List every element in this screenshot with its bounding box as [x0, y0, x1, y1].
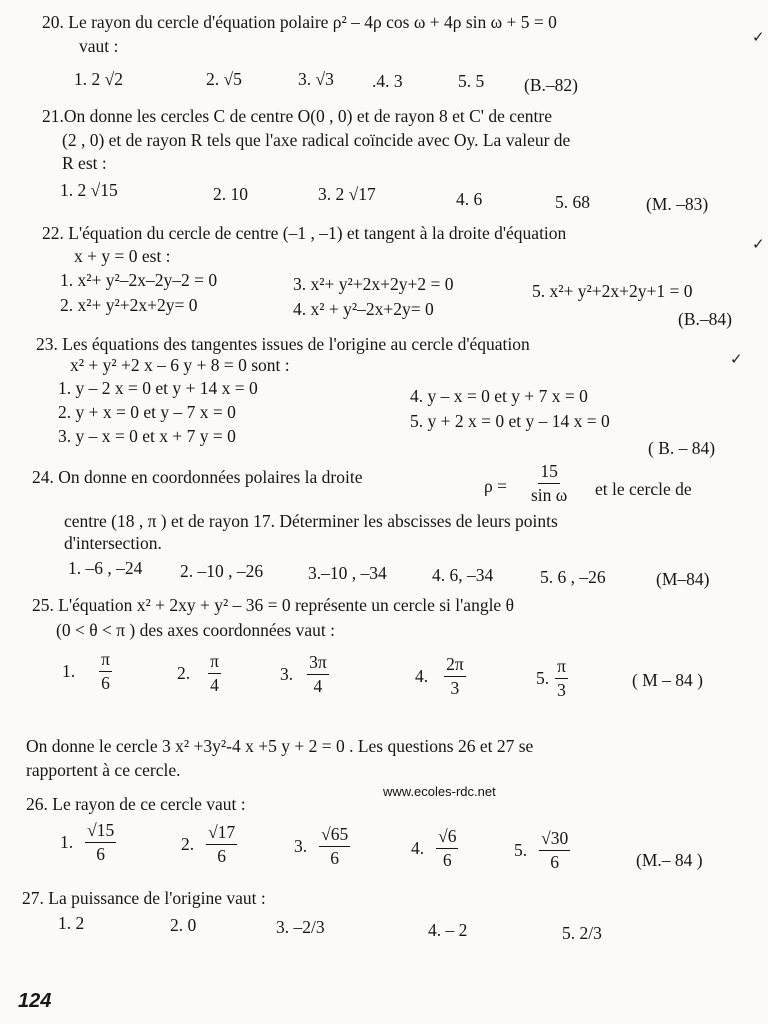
q25-option-2-numerator: π: [208, 653, 221, 674]
q24-fraction-denominator: sin ω: [531, 484, 568, 505]
check-mark-icon: ✓: [752, 235, 765, 253]
website-watermark: www.ecoles-rdc.net: [383, 784, 496, 799]
q25-option-4: [415, 656, 466, 697]
q22-stem-line2: x + y = 0 est :: [74, 246, 171, 266]
q21-stem-line1: 21.On donne les cercles C de centre O(0 , 0) et de rayon 8 et C' de centre: [42, 106, 552, 126]
q27-option-5: 5. 2/3: [562, 923, 602, 943]
q26-option-3-label: 3.: [294, 835, 308, 856]
q24-fraction: [531, 463, 567, 504]
q26-option-3: [294, 826, 350, 867]
q25-option-5-denominator: 3: [557, 679, 566, 700]
q24-option-1: 1. –6 , –24: [68, 558, 143, 578]
q25-option-1-numerator: π: [99, 651, 112, 672]
q24-option-4: 4. 6, –34: [432, 565, 494, 585]
q22-option-4: 4. x² + y²–2x+2y= 0: [293, 299, 434, 319]
q23-stem-line2: x² + y² +2 x – 6 y + 8 = 0 sont :: [70, 355, 290, 375]
q25-stem-line2: (0 < θ < π ) des axes coordonnées vaut :: [56, 620, 335, 640]
q26-option-4-denominator: 6: [442, 849, 452, 870]
intro-line2: rapportent à ce cercle.: [26, 760, 181, 780]
q27-stem: 27. La puissance de l'origine vaut :: [22, 888, 266, 908]
q26-option-5-label: 5.: [514, 839, 528, 860]
q26-option-3-denominator: 6: [330, 847, 340, 868]
q21-option-5: 5. 68: [555, 192, 590, 212]
q20-option-4: .4. 3: [372, 71, 403, 91]
q26-option-4-label: 4.: [411, 837, 425, 858]
q22-option-2: 2. x²+ y²+2x+2y= 0: [60, 295, 198, 315]
q25-option-4-label: 4.: [415, 665, 429, 686]
q21-stem-line2: (2 , 0) et de rayon R tels que l'axe radical coïncide avec Oy. La valeur de: [62, 130, 571, 150]
q22-stem-line1: 22. L'équation du cercle de centre (–1 , –1) et tangent à la droite d'équation: [42, 223, 567, 243]
q23-option-2: 2. y + x = 0 et y – 7 x = 0: [58, 402, 236, 422]
q25-option-2-denominator: 4: [210, 674, 219, 695]
q26-option-3-numerator: √65: [319, 826, 350, 847]
check-mark-icon: ✓: [730, 350, 743, 368]
q21-source: (M. –83): [646, 194, 709, 214]
q20-option-2: 2. √5: [206, 69, 242, 89]
q24-option-5: 5. 6 , –26: [540, 567, 606, 587]
q22-source: (B.–84): [678, 309, 732, 329]
q26-option-2-label: 2.: [181, 833, 195, 854]
q27-option-1: 1. 2: [58, 913, 85, 933]
q25-option-3-label: 3.: [280, 663, 294, 684]
q24-stem-line1a: 24. On donne en coordonnées polaires la droite: [32, 467, 363, 487]
q25-option-3: [280, 654, 329, 695]
q21-option-3: 3. 2 √17: [318, 184, 376, 204]
q25-stem-line1: 25. L'équation x² + 2xy + y² – 36 = 0 représente un cercle si l'angle θ: [32, 595, 514, 615]
q20-option-3: 3. √3: [298, 69, 334, 89]
q24-stem-line2: centre (18 , π ) et de rayon 17. Déterminer les abscisses de leurs points: [64, 511, 558, 531]
q25-option-5-label: 5.: [536, 667, 550, 688]
q25-option-2-label: 2.: [177, 662, 191, 683]
page-number: 124: [18, 990, 52, 1012]
q22-option-3: 3. x²+ y²+2x+2y+2 = 0: [293, 274, 454, 294]
q26-option-2-numerator: √17: [206, 824, 237, 845]
q25-option-5-numerator: π: [555, 658, 568, 679]
q24-source: (M–84): [656, 569, 710, 589]
q21-option-1: 1. 2 √15: [60, 180, 118, 200]
q20-option-1: 1. 2 √2: [74, 69, 123, 89]
q26-option-1-numerator: √15: [85, 822, 116, 843]
q22-option-1: 1. x²+ y²–2x–2y–2 = 0: [60, 270, 218, 290]
q26-option-1-denominator: 6: [96, 843, 106, 864]
q24-stem-line3: d'intersection.: [64, 533, 162, 553]
q23-option-4: 4. y – x = 0 et y + 7 x = 0: [410, 386, 588, 406]
q27-option-4: 4. – 2: [428, 920, 468, 940]
q26-source: (M.– 84 ): [636, 850, 703, 870]
q26-option-5-numerator: √30: [539, 830, 570, 851]
q26-option-2-denominator: 6: [217, 845, 227, 866]
q25-option-1-label: 1.: [62, 660, 76, 681]
q23-option-5: 5. y + 2 x = 0 et y – 14 x = 0: [410, 411, 610, 431]
q25-source: ( M – 84 ): [632, 670, 703, 690]
q26-option-2: [181, 824, 237, 865]
q21-option-4: 4. 6: [456, 189, 483, 209]
q25-option-1-denominator: 6: [101, 672, 110, 693]
q25-option-1: [62, 651, 112, 692]
q23-stem-line1: 23. Les équations des tangentes issues de l'origine au cercle d'équation: [36, 334, 530, 354]
q24-option-2: 2. –10 , –26: [180, 561, 264, 581]
q20-source: (B.–82): [524, 75, 578, 95]
q25-option-4-numerator: 2π: [444, 656, 466, 677]
q25-option-3-denominator: 4: [313, 675, 323, 696]
q23-option-1: 1. y – 2 x = 0 et y + 14 x = 0: [58, 378, 258, 398]
q22-option-5: 5. x²+ y²+2x+2y+1 = 0: [532, 281, 693, 301]
q24-stem-line1b: et le cercle de: [595, 479, 692, 499]
q21-option-2: 2. 10: [213, 184, 248, 204]
check-mark-icon: ✓: [752, 28, 765, 46]
q27-option-3: 3. –2/3: [276, 917, 325, 937]
q24-option-3: 3.–10 , –34: [308, 563, 387, 583]
q26-stem: 26. Le rayon de ce cercle vaut :: [26, 794, 246, 814]
q20-option-5: 5. 5: [458, 71, 485, 91]
q23-option-3: 3. y – x = 0 et x + 7 y = 0: [58, 426, 236, 446]
q26-option-1: [60, 822, 116, 863]
q23-source: ( B. – 84): [648, 438, 716, 458]
q20-stem-line2: vaut :: [79, 36, 119, 56]
q25-option-3-numerator: 3π: [307, 654, 329, 675]
q26-option-5: [514, 830, 570, 871]
q24-rho-label: ρ =: [484, 476, 507, 496]
q20-stem-line1: 20. Le rayon du cercle d'équation polaire ρ² – 4ρ cos ω + 4ρ sin ω + 5 = 0: [42, 12, 557, 32]
q21-stem-line3: R est :: [62, 153, 107, 173]
intro-line1: On donne le cercle 3 x² +3y²-4 x +5 y + 2 = 0 . Les questions 26 et 27 se: [26, 736, 534, 756]
q26-option-5-denominator: 6: [550, 851, 560, 872]
q25-option-2: [177, 653, 221, 694]
q27-option-2: 2. 0: [170, 915, 197, 935]
q25-option-4-denominator: 3: [450, 677, 460, 698]
q26-option-4-numerator: √6: [436, 828, 458, 849]
q26-option-4: [411, 828, 458, 869]
q25-option-5: [536, 658, 568, 699]
q24-fraction-numerator: 15: [538, 463, 560, 484]
q26-option-1-label: 1.: [60, 831, 74, 852]
